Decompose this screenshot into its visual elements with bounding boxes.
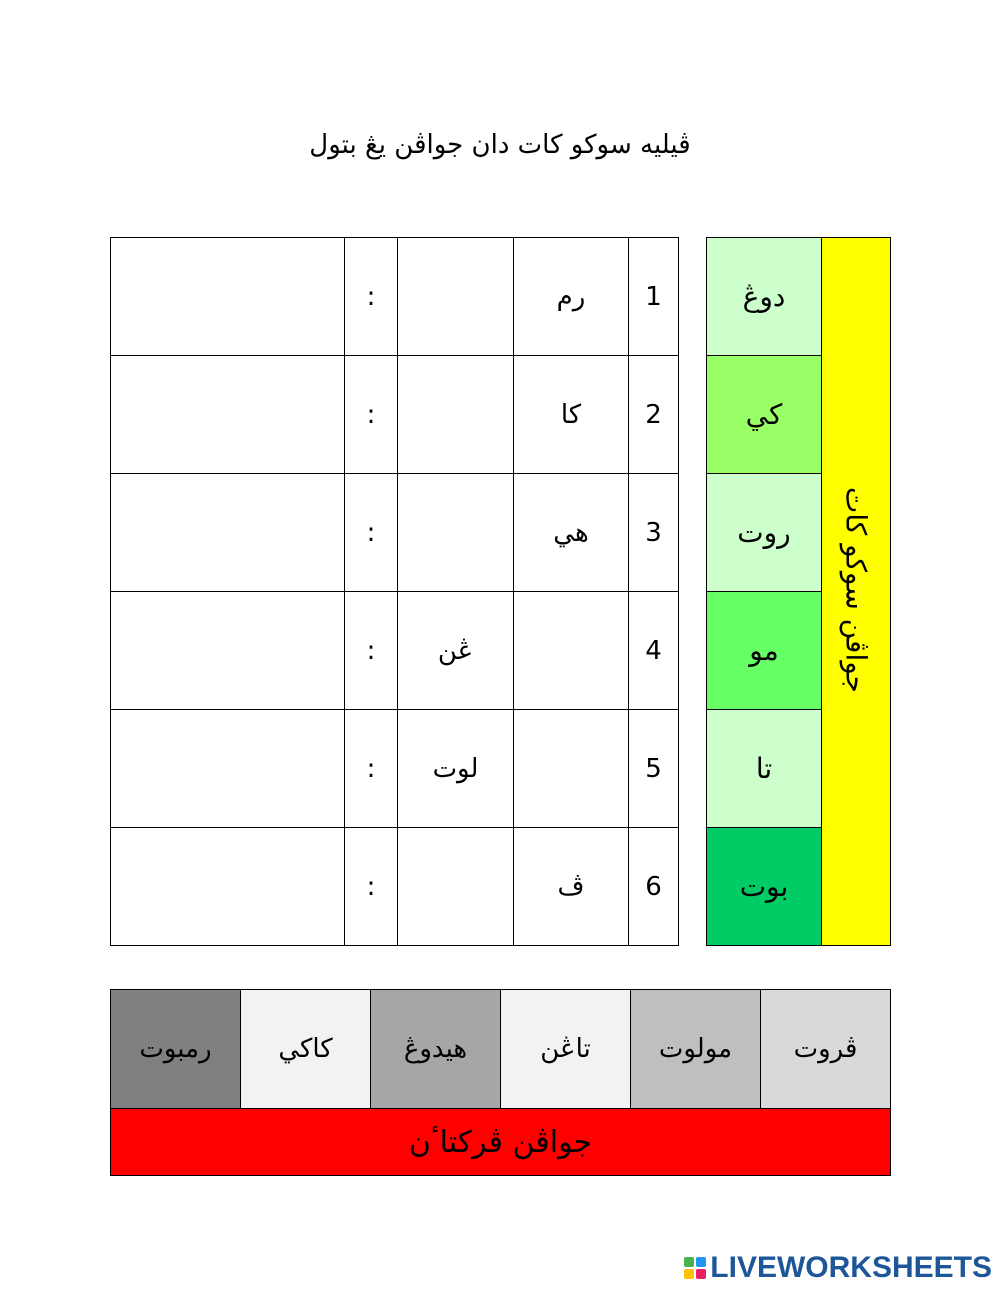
logo-square (684, 1269, 694, 1279)
syllable-end-cell[interactable] (398, 474, 514, 592)
answer-cell[interactable] (111, 828, 345, 946)
worksheet-title: ڤيليه سوكو كات دان جواڤن يڠ بتول (309, 130, 691, 160)
answer-cell[interactable] (111, 710, 345, 828)
word-bank-word[interactable]: ڤروت (761, 990, 891, 1109)
row-number: 5 (629, 710, 679, 828)
syllable-row (707, 238, 891, 356)
word-bank-label: جواڤن ڤركتاٴن (408, 1124, 593, 1160)
syllable-tile[interactable]: روت (707, 474, 822, 592)
answer-cell[interactable] (111, 238, 345, 356)
word-bank-word[interactable]: مولوت (631, 990, 761, 1109)
answer-row (111, 238, 679, 356)
answer-table (110, 237, 679, 946)
answer-cell[interactable] (111, 474, 345, 592)
side-label-cell (822, 238, 891, 946)
syllable-end-cell[interactable] (398, 356, 514, 474)
liveworksheets-logo (684, 1252, 992, 1284)
word-bank-word[interactable]: كاكي (241, 990, 371, 1109)
syllable-end-cell[interactable] (398, 828, 514, 946)
syllable-start-cell[interactable] (514, 710, 629, 828)
answer-row (111, 474, 679, 592)
colon-cell: : (345, 828, 398, 946)
row-number: 2 (629, 356, 679, 474)
logo-square (684, 1257, 694, 1267)
syllable-start-cell[interactable]: كا (514, 356, 629, 474)
colon-cell: : (345, 238, 398, 356)
row-number: 6 (629, 828, 679, 946)
word-bank-banner (111, 1109, 891, 1176)
answer-row (111, 828, 679, 946)
syllable-tile[interactable]: دوڠ (707, 238, 822, 356)
row-number: 4 (629, 592, 679, 710)
colon-cell: : (345, 592, 398, 710)
syllable-start-cell[interactable]: رم (514, 238, 629, 356)
colon-cell: : (345, 710, 398, 828)
syllable-end-cell[interactable]: لوت (398, 710, 514, 828)
answer-row (111, 592, 679, 710)
colon-cell: : (345, 474, 398, 592)
row-number: 1 (629, 238, 679, 356)
answer-row (111, 356, 679, 474)
word-bank-word[interactable]: هيدوڠ (371, 990, 501, 1109)
syllable-tile[interactable]: مو (707, 592, 822, 710)
colon-cell: : (345, 356, 398, 474)
word-bank-word[interactable]: رمبوت (111, 990, 241, 1109)
answer-row (111, 710, 679, 828)
syllable-start-cell[interactable]: ڤ (514, 828, 629, 946)
syllable-start-cell[interactable]: هي (514, 474, 629, 592)
syllable-end-cell[interactable] (398, 238, 514, 356)
logo-square (696, 1269, 706, 1279)
answer-cell[interactable] (111, 592, 345, 710)
row-number: 3 (629, 474, 679, 592)
logo-square (696, 1257, 706, 1267)
syllable-table (706, 237, 891, 946)
logo-text: LIVEWORKSHEETS (710, 1251, 992, 1284)
word-bank-word[interactable]: تاڠن (501, 990, 631, 1109)
syllable-tile[interactable]: بوت (707, 828, 822, 946)
syllable-tile[interactable]: كي (707, 356, 822, 474)
word-bank (110, 989, 891, 1176)
logo-mark-icon (684, 1257, 706, 1279)
side-label: جواڤن سوكو كات (839, 486, 873, 693)
syllable-end-cell[interactable]: ڠن (398, 592, 514, 710)
answer-cell[interactable] (111, 356, 345, 474)
syllable-start-cell[interactable] (514, 592, 629, 710)
syllable-tile[interactable]: تا (707, 710, 822, 828)
